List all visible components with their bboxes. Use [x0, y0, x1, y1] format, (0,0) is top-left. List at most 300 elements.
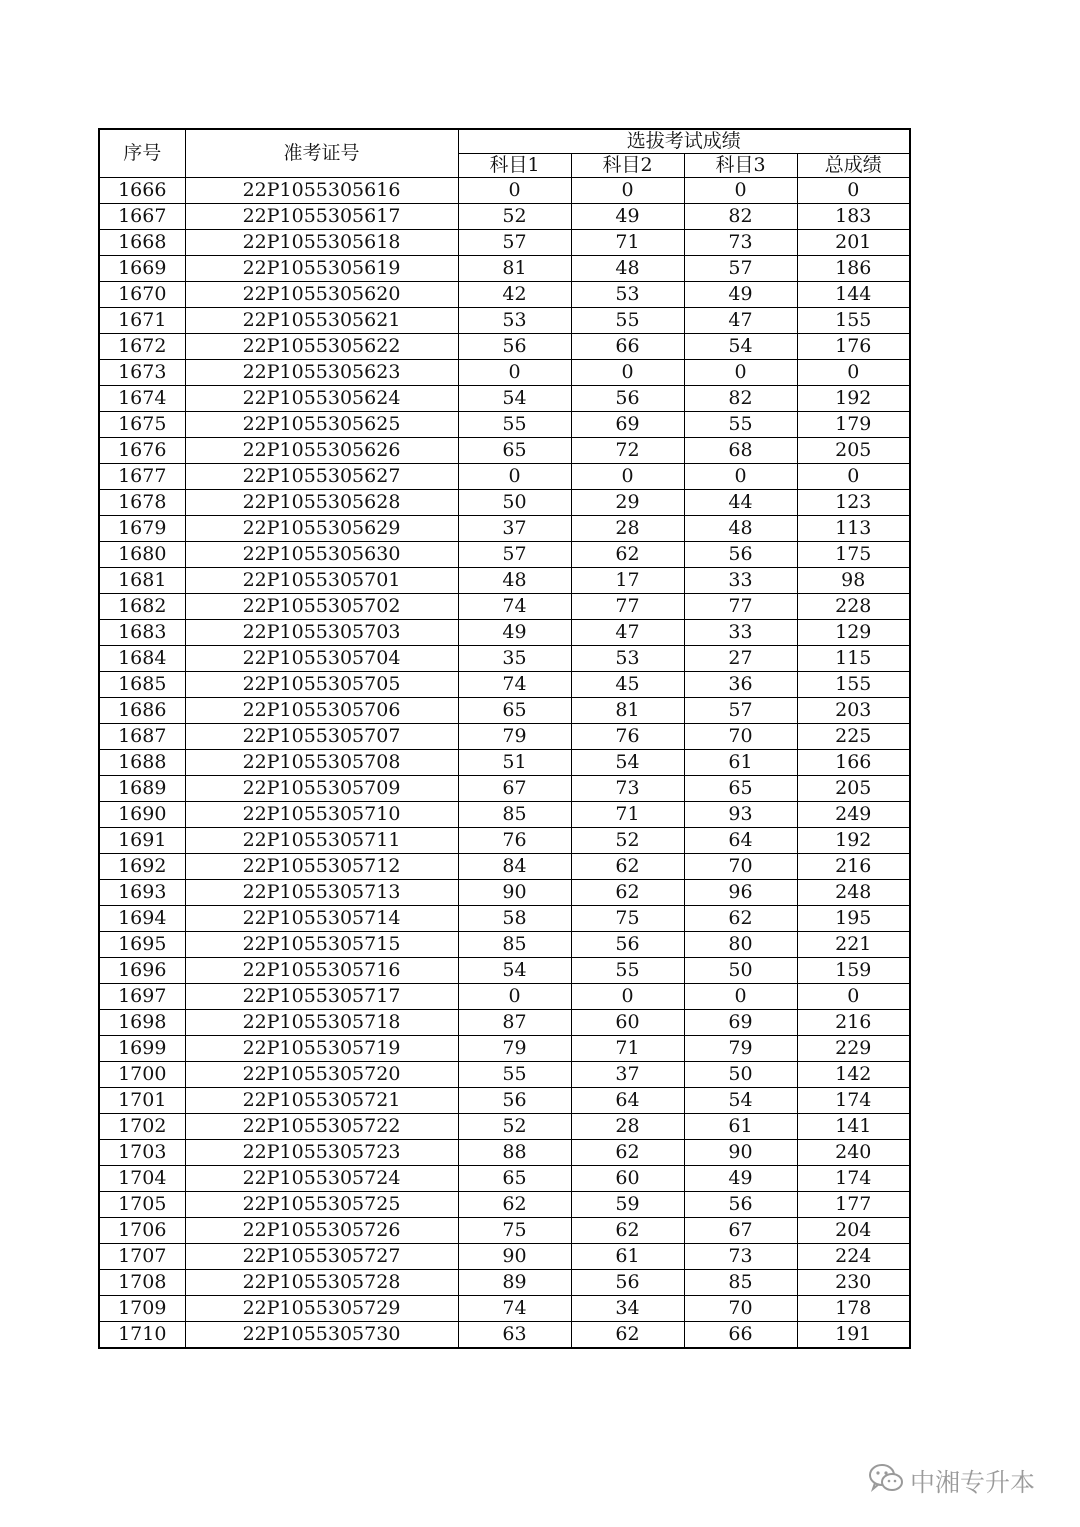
cell-exam-id: 22P1055305721 — [185, 1088, 458, 1114]
cell-total: 201 — [797, 230, 910, 256]
cell-subject3: 64 — [684, 828, 797, 854]
table-row — [99, 1244, 910, 1270]
cell-exam-id: 22P1055305630 — [185, 542, 458, 568]
cell-total: 113 — [797, 516, 910, 542]
table-row — [99, 854, 910, 880]
cell-exam-id: 22P1055305628 — [185, 490, 458, 516]
cell-total: 229 — [797, 1036, 910, 1062]
table-row — [99, 698, 910, 724]
table-row — [99, 932, 910, 958]
cell-seq: 1696 — [99, 958, 185, 984]
cell-seq: 1670 — [99, 282, 185, 308]
cell-subject2: 0 — [571, 984, 684, 1010]
cell-subject2: 59 — [571, 1192, 684, 1218]
header-subject1: 科目1 — [458, 154, 571, 178]
cell-subject3: 85 — [684, 1270, 797, 1296]
cell-subject2: 0 — [571, 360, 684, 386]
cell-exam-id: 22P1055305713 — [185, 880, 458, 906]
cell-exam-id: 22P1055305704 — [185, 646, 458, 672]
cell-subject3: 54 — [684, 334, 797, 360]
cell-total: 216 — [797, 854, 910, 880]
cell-seq: 1694 — [99, 906, 185, 932]
cell-subject1: 63 — [458, 1322, 571, 1349]
table-row — [99, 490, 910, 516]
cell-subject3: 82 — [684, 386, 797, 412]
cell-subject2: 17 — [571, 568, 684, 594]
table-row — [99, 1036, 910, 1062]
table-row — [99, 1010, 910, 1036]
table-row — [99, 776, 910, 802]
cell-subject2: 62 — [571, 1322, 684, 1349]
table-row — [99, 906, 910, 932]
cell-subject1: 81 — [458, 256, 571, 282]
table-row — [99, 1062, 910, 1088]
cell-subject1: 0 — [458, 178, 571, 204]
cell-exam-id: 22P1055305619 — [185, 256, 458, 282]
cell-exam-id: 22P1055305708 — [185, 750, 458, 776]
cell-subject1: 50 — [458, 490, 571, 516]
cell-subject1: 57 — [458, 230, 571, 256]
table-row — [99, 750, 910, 776]
cell-subject2: 56 — [571, 386, 684, 412]
cell-exam-id: 22P1055305724 — [185, 1166, 458, 1192]
cell-seq: 1682 — [99, 594, 185, 620]
cell-subject2: 73 — [571, 776, 684, 802]
cell-subject2: 60 — [571, 1166, 684, 1192]
table-body — [99, 178, 910, 1349]
cell-total: 159 — [797, 958, 910, 984]
cell-subject3: 61 — [684, 750, 797, 776]
table-row — [99, 1218, 910, 1244]
table-row — [99, 256, 910, 282]
cell-subject3: 73 — [684, 1244, 797, 1270]
cell-subject2: 48 — [571, 256, 684, 282]
cell-total: 179 — [797, 412, 910, 438]
cell-subject1: 35 — [458, 646, 571, 672]
cell-subject1: 75 — [458, 1218, 571, 1244]
cell-seq: 1709 — [99, 1296, 185, 1322]
cell-subject1: 79 — [458, 724, 571, 750]
cell-total: 195 — [797, 906, 910, 932]
cell-total: 230 — [797, 1270, 910, 1296]
cell-exam-id: 22P1055305716 — [185, 958, 458, 984]
cell-seq: 1704 — [99, 1166, 185, 1192]
cell-exam-id: 22P1055305617 — [185, 204, 458, 230]
cell-seq: 1666 — [99, 178, 185, 204]
cell-subject3: 82 — [684, 204, 797, 230]
cell-seq: 1695 — [99, 932, 185, 958]
cell-seq: 1689 — [99, 776, 185, 802]
cell-subject3: 65 — [684, 776, 797, 802]
cell-subject1: 0 — [458, 360, 571, 386]
cell-total: 0 — [797, 984, 910, 1010]
cell-subject2: 0 — [571, 178, 684, 204]
cell-total: 175 — [797, 542, 910, 568]
cell-total: 221 — [797, 932, 910, 958]
cell-total: 216 — [797, 1010, 910, 1036]
cell-subject2: 49 — [571, 204, 684, 230]
cell-total: 142 — [797, 1062, 910, 1088]
cell-exam-id: 22P1055305725 — [185, 1192, 458, 1218]
cell-seq: 1700 — [99, 1062, 185, 1088]
cell-subject2: 28 — [571, 516, 684, 542]
cell-seq: 1693 — [99, 880, 185, 906]
cell-subject3: 96 — [684, 880, 797, 906]
cell-exam-id: 22P1055305626 — [185, 438, 458, 464]
cell-subject2: 66 — [571, 334, 684, 360]
cell-exam-id: 22P1055305715 — [185, 932, 458, 958]
cell-subject2: 56 — [571, 932, 684, 958]
cell-subject1: 56 — [458, 1088, 571, 1114]
cell-subject1: 74 — [458, 672, 571, 698]
cell-seq: 1684 — [99, 646, 185, 672]
cell-seq: 1680 — [99, 542, 185, 568]
cell-exam-id: 22P1055305623 — [185, 360, 458, 386]
cell-subject3: 61 — [684, 1114, 797, 1140]
watermark — [868, 1462, 1035, 1500]
cell-exam-id: 22P1055305717 — [185, 984, 458, 1010]
table-row — [99, 958, 910, 984]
table-row — [99, 516, 910, 542]
cell-subject3: 77 — [684, 594, 797, 620]
cell-exam-id: 22P1055305728 — [185, 1270, 458, 1296]
cell-total: 123 — [797, 490, 910, 516]
cell-subject3: 48 — [684, 516, 797, 542]
cell-subject1: 90 — [458, 1244, 571, 1270]
cell-exam-id: 22P1055305720 — [185, 1062, 458, 1088]
cell-total: 144 — [797, 282, 910, 308]
cell-seq: 1675 — [99, 412, 185, 438]
table-row — [99, 672, 910, 698]
table-row — [99, 724, 910, 750]
cell-subject1: 52 — [458, 204, 571, 230]
table-row — [99, 620, 910, 646]
table-row — [99, 828, 910, 854]
cell-subject1: 54 — [458, 386, 571, 412]
cell-exam-id: 22P1055305629 — [185, 516, 458, 542]
cell-exam-id: 22P1055305718 — [185, 1010, 458, 1036]
cell-subject1: 48 — [458, 568, 571, 594]
cell-total: 129 — [797, 620, 910, 646]
table-row — [99, 412, 910, 438]
cell-seq: 1679 — [99, 516, 185, 542]
cell-seq: 1668 — [99, 230, 185, 256]
cell-subject3: 44 — [684, 490, 797, 516]
cell-seq: 1677 — [99, 464, 185, 490]
cell-subject3: 62 — [684, 906, 797, 932]
table-row — [99, 1192, 910, 1218]
cell-seq: 1697 — [99, 984, 185, 1010]
cell-exam-id: 22P1055305627 — [185, 464, 458, 490]
cell-subject2: 69 — [571, 412, 684, 438]
cell-subject2: 71 — [571, 1036, 684, 1062]
cell-exam-id: 22P1055305730 — [185, 1322, 458, 1349]
cell-seq: 1707 — [99, 1244, 185, 1270]
cell-subject2: 47 — [571, 620, 684, 646]
cell-exam-id: 22P1055305624 — [185, 386, 458, 412]
cell-subject3: 0 — [684, 178, 797, 204]
cell-seq: 1667 — [99, 204, 185, 230]
cell-exam-id: 22P1055305714 — [185, 906, 458, 932]
table-row — [99, 230, 910, 256]
wechat-icon — [868, 1462, 904, 1500]
cell-seq: 1671 — [99, 308, 185, 334]
cell-seq: 1678 — [99, 490, 185, 516]
cell-subject2: 62 — [571, 542, 684, 568]
cell-seq: 1681 — [99, 568, 185, 594]
cell-seq: 1701 — [99, 1088, 185, 1114]
cell-total: 155 — [797, 672, 910, 698]
cell-seq: 1691 — [99, 828, 185, 854]
table-row — [99, 386, 910, 412]
cell-subject3: 80 — [684, 932, 797, 958]
cell-subject3: 50 — [684, 958, 797, 984]
cell-subject3: 50 — [684, 1062, 797, 1088]
cell-subject3: 54 — [684, 1088, 797, 1114]
cell-subject3: 66 — [684, 1322, 797, 1349]
cell-exam-id: 22P1055305707 — [185, 724, 458, 750]
cell-exam-id: 22P1055305729 — [185, 1296, 458, 1322]
cell-subject2: 61 — [571, 1244, 684, 1270]
cell-seq: 1686 — [99, 698, 185, 724]
cell-total: 115 — [797, 646, 910, 672]
cell-subject2: 62 — [571, 1140, 684, 1166]
cell-subject1: 55 — [458, 412, 571, 438]
cell-total: 98 — [797, 568, 910, 594]
table-row — [99, 1114, 910, 1140]
cell-subject2: 64 — [571, 1088, 684, 1114]
cell-exam-id: 22P1055305711 — [185, 828, 458, 854]
cell-subject3: 36 — [684, 672, 797, 698]
cell-total: 155 — [797, 308, 910, 334]
cell-seq: 1698 — [99, 1010, 185, 1036]
table-row — [99, 204, 910, 230]
cell-exam-id: 22P1055305723 — [185, 1140, 458, 1166]
cell-subject3: 70 — [684, 724, 797, 750]
cell-subject2: 62 — [571, 1218, 684, 1244]
cell-subject2: 81 — [571, 698, 684, 724]
cell-seq: 1685 — [99, 672, 185, 698]
cell-subject1: 0 — [458, 464, 571, 490]
cell-subject1: 54 — [458, 958, 571, 984]
cell-exam-id: 22P1055305705 — [185, 672, 458, 698]
cell-subject3: 27 — [684, 646, 797, 672]
cell-subject2: 72 — [571, 438, 684, 464]
cell-seq: 1688 — [99, 750, 185, 776]
cell-subject2: 62 — [571, 854, 684, 880]
cell-subject3: 57 — [684, 698, 797, 724]
cell-total: 177 — [797, 1192, 910, 1218]
cell-exam-id: 22P1055305625 — [185, 412, 458, 438]
cell-subject1: 89 — [458, 1270, 571, 1296]
cell-subject1: 55 — [458, 1062, 571, 1088]
cell-exam-id: 22P1055305719 — [185, 1036, 458, 1062]
cell-subject1: 49 — [458, 620, 571, 646]
cell-seq: 1699 — [99, 1036, 185, 1062]
table-row — [99, 542, 910, 568]
cell-subject1: 74 — [458, 594, 571, 620]
cell-seq: 1673 — [99, 360, 185, 386]
cell-subject1: 76 — [458, 828, 571, 854]
cell-subject3: 49 — [684, 1166, 797, 1192]
cell-subject2: 0 — [571, 464, 684, 490]
cell-subject1: 88 — [458, 1140, 571, 1166]
cell-total: 249 — [797, 802, 910, 828]
cell-seq: 1703 — [99, 1140, 185, 1166]
cell-seq: 1669 — [99, 256, 185, 282]
cell-subject3: 47 — [684, 308, 797, 334]
table-row — [99, 1322, 910, 1349]
cell-subject1: 79 — [458, 1036, 571, 1062]
cell-subject2: 60 — [571, 1010, 684, 1036]
cell-subject1: 56 — [458, 334, 571, 360]
cell-subject3: 73 — [684, 230, 797, 256]
cell-exam-id: 22P1055305706 — [185, 698, 458, 724]
cell-total: 141 — [797, 1114, 910, 1140]
cell-subject1: 65 — [458, 438, 571, 464]
cell-subject1: 90 — [458, 880, 571, 906]
cell-subject1: 74 — [458, 1296, 571, 1322]
cell-subject1: 62 — [458, 1192, 571, 1218]
table-row — [99, 880, 910, 906]
table-row — [99, 334, 910, 360]
cell-total: 191 — [797, 1322, 910, 1349]
cell-subject2: 77 — [571, 594, 684, 620]
cell-total: 228 — [797, 594, 910, 620]
cell-exam-id: 22P1055305722 — [185, 1114, 458, 1140]
cell-total: 203 — [797, 698, 910, 724]
cell-exam-id: 22P1055305712 — [185, 854, 458, 880]
cell-exam-id: 22P1055305701 — [185, 568, 458, 594]
cell-total: 240 — [797, 1140, 910, 1166]
scores-table — [98, 128, 911, 1349]
cell-subject1: 85 — [458, 802, 571, 828]
cell-total: 0 — [797, 464, 910, 490]
cell-subject1: 53 — [458, 308, 571, 334]
table-row — [99, 646, 910, 672]
cell-subject3: 68 — [684, 438, 797, 464]
cell-seq: 1690 — [99, 802, 185, 828]
cell-exam-id: 22P1055305620 — [185, 282, 458, 308]
cell-subject1: 52 — [458, 1114, 571, 1140]
table-row — [99, 360, 910, 386]
cell-exam-id: 22P1055305702 — [185, 594, 458, 620]
table-row — [99, 282, 910, 308]
cell-total: 205 — [797, 776, 910, 802]
header-score-group: 选拔考试成绩 — [458, 129, 910, 154]
cell-total: 176 — [797, 334, 910, 360]
cell-total: 186 — [797, 256, 910, 282]
cell-subject3: 56 — [684, 1192, 797, 1218]
cell-exam-id: 22P1055305621 — [185, 308, 458, 334]
cell-subject2: 55 — [571, 958, 684, 984]
cell-seq: 1683 — [99, 620, 185, 646]
cell-exam-id: 22P1055305703 — [185, 620, 458, 646]
table-row — [99, 1296, 910, 1322]
cell-subject3: 70 — [684, 854, 797, 880]
cell-subject3: 69 — [684, 1010, 797, 1036]
cell-seq: 1710 — [99, 1322, 185, 1349]
table-row — [99, 1270, 910, 1296]
watermark-text: 中湘专升本 — [910, 1468, 1036, 1497]
cell-subject2: 37 — [571, 1062, 684, 1088]
cell-total: 178 — [797, 1296, 910, 1322]
cell-subject1: 65 — [458, 1166, 571, 1192]
cell-exam-id: 22P1055305616 — [185, 178, 458, 204]
cell-subject2: 52 — [571, 828, 684, 854]
cell-total: 183 — [797, 204, 910, 230]
cell-total: 225 — [797, 724, 910, 750]
cell-subject3: 49 — [684, 282, 797, 308]
cell-subject1: 67 — [458, 776, 571, 802]
table-row — [99, 594, 910, 620]
cell-subject1: 37 — [458, 516, 571, 542]
table-row — [99, 568, 910, 594]
cell-total: 205 — [797, 438, 910, 464]
cell-subject2: 55 — [571, 308, 684, 334]
cell-total: 174 — [797, 1166, 910, 1192]
cell-exam-id: 22P1055305618 — [185, 230, 458, 256]
table-row — [99, 1088, 910, 1114]
cell-seq: 1702 — [99, 1114, 185, 1140]
cell-total: 248 — [797, 880, 910, 906]
cell-subject1: 65 — [458, 698, 571, 724]
cell-seq: 1687 — [99, 724, 185, 750]
cell-subject2: 34 — [571, 1296, 684, 1322]
cell-subject2: 28 — [571, 1114, 684, 1140]
cell-subject3: 79 — [684, 1036, 797, 1062]
cell-total: 224 — [797, 1244, 910, 1270]
cell-subject3: 90 — [684, 1140, 797, 1166]
cell-exam-id: 22P1055305622 — [185, 334, 458, 360]
cell-subject2: 56 — [571, 1270, 684, 1296]
table-row — [99, 308, 910, 334]
cell-subject3: 56 — [684, 542, 797, 568]
cell-seq: 1706 — [99, 1218, 185, 1244]
cell-total: 192 — [797, 386, 910, 412]
cell-subject1: 42 — [458, 282, 571, 308]
cell-seq: 1672 — [99, 334, 185, 360]
table-row — [99, 438, 910, 464]
table-row — [99, 984, 910, 1010]
cell-exam-id: 22P1055305727 — [185, 1244, 458, 1270]
header-subject2: 科目2 — [571, 154, 684, 178]
cell-subject2: 76 — [571, 724, 684, 750]
cell-subject3: 67 — [684, 1218, 797, 1244]
cell-seq: 1708 — [99, 1270, 185, 1296]
header-total: 总成绩 — [797, 154, 910, 178]
table-row — [99, 802, 910, 828]
cell-subject2: 45 — [571, 672, 684, 698]
cell-subject1: 85 — [458, 932, 571, 958]
cell-subject2: 53 — [571, 282, 684, 308]
cell-subject3: 70 — [684, 1296, 797, 1322]
cell-subject3: 55 — [684, 412, 797, 438]
cell-subject1: 51 — [458, 750, 571, 776]
cell-subject1: 84 — [458, 854, 571, 880]
cell-seq: 1676 — [99, 438, 185, 464]
cell-total: 204 — [797, 1218, 910, 1244]
cell-subject2: 29 — [571, 490, 684, 516]
cell-subject2: 71 — [571, 230, 684, 256]
cell-seq: 1692 — [99, 854, 185, 880]
cell-subject2: 75 — [571, 906, 684, 932]
cell-total: 166 — [797, 750, 910, 776]
cell-subject1: 0 — [458, 984, 571, 1010]
cell-exam-id: 22P1055305709 — [185, 776, 458, 802]
cell-total: 192 — [797, 828, 910, 854]
header-seq: 序号 — [99, 129, 185, 178]
